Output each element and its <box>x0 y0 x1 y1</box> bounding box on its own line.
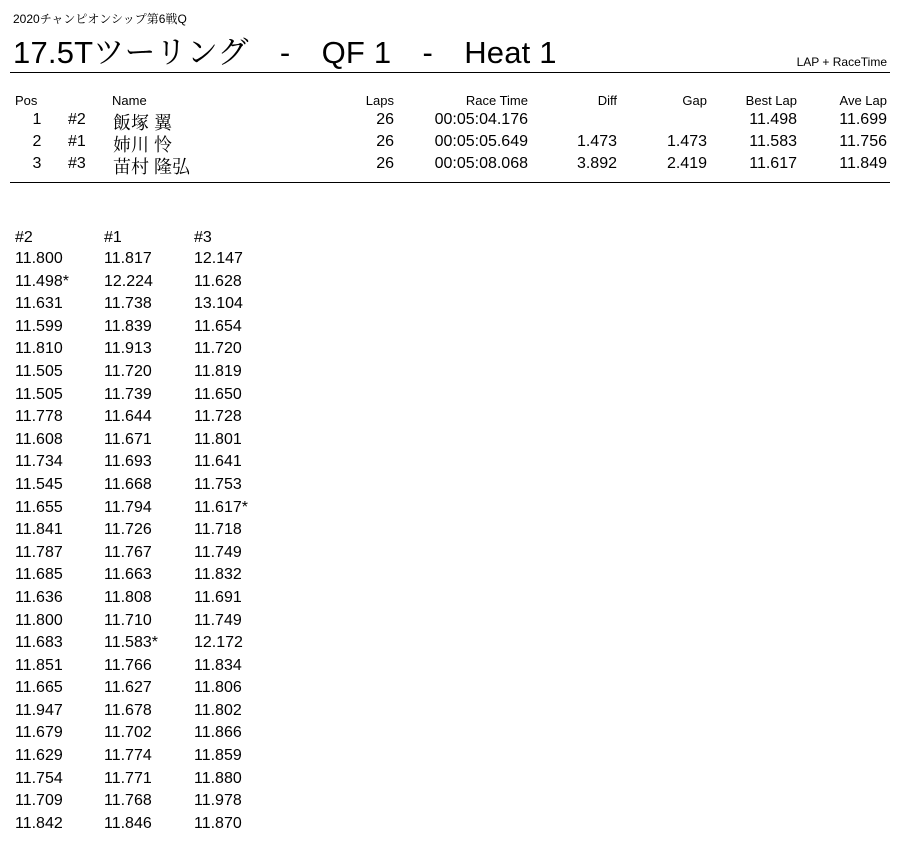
col-header-diff: Diff <box>597 93 617 108</box>
lap-times-list <box>194 248 248 835</box>
lap-time: 11.679 <box>15 724 63 742</box>
lap-time: 11.802 <box>194 701 242 719</box>
lap-time: 11.505 <box>15 362 63 380</box>
lap-time: 11.636 <box>15 588 63 606</box>
pos: 3 <box>32 155 42 172</box>
lap-column-header: #2 <box>15 229 33 246</box>
results-divider <box>10 182 890 183</box>
lap-column <box>104 228 158 835</box>
lap-time: 11.753 <box>194 475 242 493</box>
lap-time: 11.810 <box>15 340 63 358</box>
lap-time: 11.870 <box>194 814 242 832</box>
gap: 2.419 <box>666 155 707 172</box>
lap-time: 11.767 <box>104 543 152 561</box>
best-lap: 11.498 <box>749 111 797 128</box>
lap-time: 11.947 <box>15 701 63 719</box>
lap-time: 11.720 <box>104 362 152 380</box>
lap-time: 11.709 <box>15 792 63 810</box>
lap-time: 11.718 <box>194 521 242 539</box>
lap-time: 11.668 <box>104 475 152 493</box>
lap-time: 11.583* <box>104 634 158 652</box>
lap-time: 11.832 <box>194 566 242 584</box>
lap-time: 11.545 <box>15 475 63 493</box>
lap-time: 11.754 <box>15 769 63 787</box>
col-header-laps: Laps <box>365 93 394 108</box>
lap-time: 11.655 <box>15 498 63 516</box>
lap-time: 11.880 <box>194 769 242 787</box>
lap-time: 11.808 <box>104 588 152 606</box>
ave-lap: 11.756 <box>839 133 887 150</box>
driver-name: 苗村 隆弘 <box>113 157 191 177</box>
lap-time: 11.839 <box>104 317 152 335</box>
lap-time: 13.104 <box>194 295 243 313</box>
lap-time: 11.498* <box>15 272 69 290</box>
lap-time: 11.599 <box>15 317 63 335</box>
lap-time: 11.817 <box>104 250 152 267</box>
lap-time: 11.720 <box>194 340 242 358</box>
lap-time: 11.671 <box>104 430 152 448</box>
lap-time: 11.774 <box>104 747 152 765</box>
lap-time: 11.768 <box>104 792 152 810</box>
car-number: #2 <box>68 111 86 128</box>
lap-time: 11.650 <box>194 385 242 403</box>
lap-time: 11.842 <box>15 814 63 832</box>
pos: 1 <box>32 111 42 128</box>
header-divider <box>10 72 890 73</box>
col-header-pos: Pos <box>15 93 38 108</box>
lap-time: 11.766 <box>104 656 152 674</box>
lap-time: 11.806 <box>194 679 242 697</box>
page-title: 17.5Tツーリング - QF 1 - Heat 1 <box>13 35 557 70</box>
col-header-race-time: Race Time <box>465 93 528 108</box>
lap-time: 11.627 <box>104 679 152 697</box>
lap-time: 11.819 <box>194 362 242 380</box>
lap-time: 11.617* <box>194 498 248 516</box>
lap-time: 11.628 <box>194 272 242 290</box>
lap-column-header: #3 <box>194 229 212 246</box>
col-header-ave-lap: Ave Lap <box>839 93 887 108</box>
ave-lap: 11.849 <box>839 155 887 172</box>
best-lap: 11.583 <box>749 133 797 150</box>
lap-time: 11.800 <box>15 611 63 629</box>
lap-time: 11.866 <box>194 724 242 742</box>
lap-time: 11.851 <box>15 656 63 674</box>
lap-time: 11.794 <box>104 498 152 516</box>
lap-time: 11.749 <box>194 543 242 561</box>
lap-time: 11.978 <box>194 792 242 810</box>
lap-time: 11.691 <box>194 588 242 606</box>
lap-column-header: #1 <box>104 229 122 246</box>
col-header-gap: Gap <box>682 93 707 108</box>
lap-time: 11.629 <box>15 747 63 765</box>
lap-time: 11.710 <box>104 611 152 629</box>
lap-times-list <box>15 248 69 835</box>
lap-time: 11.505 <box>15 385 63 403</box>
pos: 2 <box>32 133 42 150</box>
car-number: #1 <box>68 133 86 150</box>
lap-time: 11.846 <box>104 814 152 832</box>
laps: 26 <box>376 133 394 150</box>
diff: 3.892 <box>576 155 617 172</box>
laps: 26 <box>376 111 394 128</box>
lap-time: 11.644 <box>104 408 152 426</box>
lap-time: 11.778 <box>15 408 63 426</box>
race-time: 00:05:04.176 <box>434 111 528 128</box>
lap-time: 11.702 <box>104 724 152 742</box>
lap-time: 12.224 <box>104 272 153 290</box>
lap-time: 11.641 <box>194 453 242 471</box>
lap-time: 11.841 <box>15 521 63 539</box>
car-number: #3 <box>68 155 86 172</box>
lap-time: 11.738 <box>104 295 152 313</box>
laps: 26 <box>376 155 394 172</box>
race-time: 00:05:08.068 <box>434 155 528 172</box>
lap-time: 11.834 <box>194 656 242 674</box>
lap-time: 11.654 <box>194 317 242 335</box>
lap-time: 11.913 <box>104 340 152 358</box>
lap-time: 11.685 <box>15 566 63 584</box>
col-header-best-lap: Best Lap <box>745 93 797 108</box>
event-subtitle: 2020チャンピオンシップ第6戦Q <box>13 12 187 26</box>
lap-time: 12.147 <box>194 250 243 267</box>
lap-time: 11.787 <box>15 543 63 561</box>
lap-time: 11.683 <box>15 634 63 652</box>
lap-time: 11.749 <box>194 611 242 629</box>
lap-time: 11.631 <box>15 295 63 313</box>
lap-times-list <box>104 248 158 835</box>
best-lap: 11.617 <box>749 155 797 172</box>
lap-time: 11.663 <box>104 566 152 584</box>
lap-time: 11.693 <box>104 453 152 471</box>
lap-time: 11.859 <box>194 747 242 765</box>
report-mode-label: LAP + RaceTime <box>796 55 887 69</box>
col-header-name: Name <box>112 93 147 108</box>
race-time: 00:05:05.649 <box>434 133 528 150</box>
lap-time: 11.771 <box>104 769 152 787</box>
lap-time: 11.726 <box>104 521 152 539</box>
lap-time: 11.801 <box>194 430 242 448</box>
lap-time: 11.734 <box>15 453 63 471</box>
lap-time: 12.172 <box>194 634 243 652</box>
lap-time: 11.608 <box>15 430 63 448</box>
lap-column <box>15 228 69 835</box>
lap-time: 11.800 <box>15 250 63 267</box>
gap: 1.473 <box>666 133 707 150</box>
lap-time: 11.665 <box>15 679 63 697</box>
driver-name: 飯塚 翼 <box>113 113 173 133</box>
diff: 1.473 <box>576 133 617 150</box>
lap-time: 11.739 <box>104 385 152 403</box>
lap-column <box>194 228 248 835</box>
lap-time: 11.728 <box>194 408 242 426</box>
ave-lap: 11.699 <box>839 111 887 128</box>
driver-name: 姉川 怜 <box>113 135 173 155</box>
lap-time: 11.678 <box>104 701 152 719</box>
